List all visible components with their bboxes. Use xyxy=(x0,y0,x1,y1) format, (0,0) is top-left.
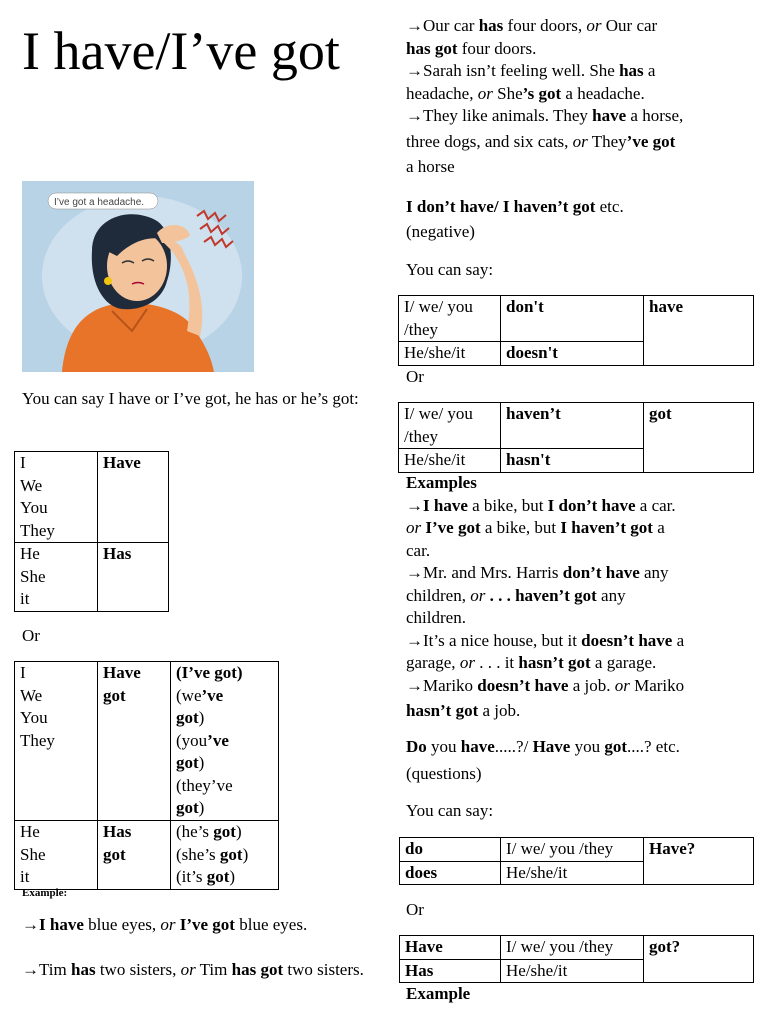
text-line: children. xyxy=(406,608,466,627)
verb-cell: Have? xyxy=(644,838,754,885)
contraction-cell: (I’ve got) (we’ve got) (you’ve got) (they’ve got) xyxy=(171,662,279,821)
or-text: Or xyxy=(406,900,424,919)
have-has-got-table xyxy=(399,935,754,983)
text-line: →I have a bike, but I don’t have a car. xyxy=(406,495,676,515)
do-does-table xyxy=(399,837,754,885)
example-sentence: →I have blue eyes, or I’ve got blue eyes. xyxy=(22,915,308,934)
you-can-say-label: You can say: xyxy=(406,260,494,279)
auxiliary-cell: Has xyxy=(400,959,501,983)
example-heading: Example xyxy=(406,984,471,1003)
text-line: car. xyxy=(406,540,431,560)
auxiliary-cell: does xyxy=(400,861,501,885)
havent-got-table xyxy=(398,402,754,473)
text-line: →Mr. and Mrs. Harris don’t have any xyxy=(406,563,669,582)
text-line: hasn’t got a job. xyxy=(406,701,521,720)
text-line: children, or . . . haven’t got any xyxy=(406,585,626,605)
verb-cell: have xyxy=(644,296,754,366)
intro-text: You can say I have or I’ve got, he has or he’s got: xyxy=(22,389,359,408)
headache-illustration xyxy=(22,181,254,372)
text-line: →They like animals. They have a horse, xyxy=(406,106,684,125)
have-got-table xyxy=(14,661,279,890)
verb-cell: Have xyxy=(98,452,169,543)
question-subheading: (questions) xyxy=(406,764,482,783)
pronoun-cell: He/she/it xyxy=(399,342,501,366)
pronoun-cell: I We You They xyxy=(15,662,98,821)
question-heading: Do you have.....?/ Have you got....? etc. xyxy=(406,737,680,756)
pronoun-cell: He/she/it xyxy=(399,449,501,473)
you-can-say-label: You can say: xyxy=(406,801,494,820)
contraction-cell: (he’s got) (she’s got) (it’s got) xyxy=(171,821,279,890)
right-intro-examples xyxy=(406,15,766,179)
have-has-table xyxy=(14,451,169,612)
text-line: a horse xyxy=(406,157,455,176)
pronoun-cell: He She it xyxy=(15,821,98,890)
text-line: →Sarah isn’t feeling well. She has a xyxy=(406,61,656,80)
auxiliary-cell: doesn't xyxy=(501,342,644,366)
verb-cell: got? xyxy=(644,936,754,983)
text-line: headache, or She’s got a headache. xyxy=(406,83,645,103)
verb-cell: got xyxy=(644,403,754,473)
text-line: three dogs, and six cats, or They’ve got xyxy=(406,131,676,151)
image-caption: I’ve got a headache. xyxy=(54,197,145,208)
negative-examples xyxy=(406,472,766,723)
text-line: →Mariko doesn’t have a job. or Mariko xyxy=(406,675,685,695)
auxiliary-cell: don't xyxy=(501,296,644,342)
example-sentence: →Tim has two sisters, or Tim has got two sisters. xyxy=(22,960,364,979)
auxiliary-cell: hasn't xyxy=(501,449,644,473)
pronoun-cell: I/ we/ you /they xyxy=(399,296,501,342)
negative-subheading: (negative) xyxy=(406,222,475,241)
text-line: →It’s a nice house, but it doesn’t have a xyxy=(406,630,685,650)
auxiliary-cell: do xyxy=(400,838,501,862)
text-line: garage, or . . . it hasn’t got a garage. xyxy=(406,653,657,672)
examples-heading: Examples xyxy=(406,473,477,492)
pronoun-cell: He/she/it xyxy=(501,959,644,983)
text-line: has got four doors. xyxy=(406,38,537,58)
page-title: I have/I’ve got xyxy=(22,21,340,81)
or-text: Or xyxy=(22,626,40,645)
pronoun-cell: I/ we/ you /they xyxy=(501,936,644,960)
example-label: Example: xyxy=(22,887,68,899)
text-line: or I’ve got a bike, but I haven’t got a xyxy=(406,518,665,537)
pronoun-cell: He She it xyxy=(15,543,98,612)
pronoun-cell: I/ we/ you /they xyxy=(399,403,501,449)
negative-heading: I don’t have/ I haven’t got etc. xyxy=(406,197,624,216)
dont-have-table xyxy=(398,295,754,366)
auxiliary-cell: Have xyxy=(400,936,501,960)
auxiliary-cell: haven’t xyxy=(501,403,644,449)
pronoun-cell: I We You They xyxy=(15,452,98,543)
verb-cell: Have got xyxy=(98,662,171,821)
verb-cell: Has xyxy=(98,543,169,612)
or-text: Or xyxy=(406,367,424,386)
pronoun-cell: I/ we/ you /they xyxy=(501,838,644,862)
text-line: →Our car has four doors, or Our car xyxy=(406,16,658,35)
verb-cell: Has got xyxy=(98,821,171,890)
pronoun-cell: He/she/it xyxy=(501,861,644,885)
